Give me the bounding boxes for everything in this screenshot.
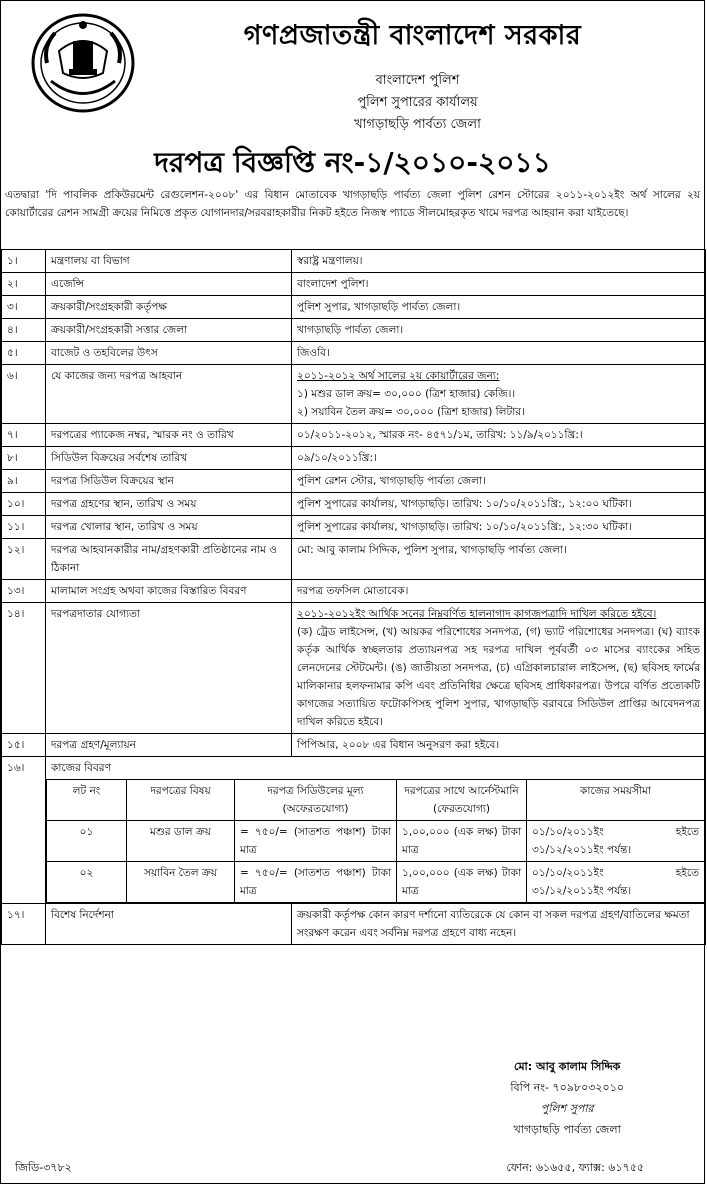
row-number: ১৭। <box>2 904 46 945</box>
row-label: দরপত্র গ্রহণের স্থান, তারিখ ও সময় <box>46 493 292 516</box>
lot-cell: ১,০০,০০০ (এক লক্ষ) টাকা মাত্র <box>397 821 527 862</box>
table-row <box>2 250 706 273</box>
row-label: মালামাল সংগ্রহ অথবা কাজের বিস্তারিত বিবরণ <box>46 580 292 603</box>
lot-table-header <box>47 780 705 821</box>
table-row <box>2 580 706 603</box>
lot-cell: ০১/১০/২০১১ইং হইতে ৩১/১২/২০১১ইং পর্যন্ত। <box>527 862 705 903</box>
lot-cell: ১,০০,০০০ (এক লক্ষ) টাকা মাত্র <box>397 862 527 903</box>
row-value: দরপত্র তফসিল মোতাবেক। <box>292 580 706 603</box>
lot-cell: মশুর ডাল ক্রয় <box>127 821 235 862</box>
row-value: ক্রয়কারী কর্তৃপক্ষ কোন কারণ দর্শানো ব্যতিরেকে যে কোন বা সকল দরপত্র গ্রহণ/বাতিলের ক্ষমতা সংরক্ষণ করেন এবং সর্বনিম্ন দরপত্র গ্রহণে বাধ্য নহেন। <box>292 904 706 945</box>
work-item: ২) সয়াবিন তৈল ক্রয়= ৩০,০০০ (ত্রিশ হাজার) লিটার। <box>297 406 525 418</box>
lot-row <box>47 862 705 903</box>
work-description-cell <box>46 757 706 904</box>
row-label: দরপত্রের প্যাকেজ নম্বর, স্মারক নং ও তারিখ <box>46 424 292 447</box>
table-row <box>2 757 706 904</box>
intro-paragraph: এতদ্বারা 'দি পাবলিক প্রকিউরমেন্ট রেগুলেশন-২০০৮' এর বিধান মোতাবেক খাগড়াছড়ি পার্বত্য জেলা পুলিশ রেশন স্টোরের ২০১১-২০১২ইং অর্থ সালের ২য় কোয়ার্টারের রেশন সামগ্রী ক্রয়ের নিমিত্তে প্রকৃত যোগানদার/সরবরাহকারীর নিকট হইতে নিজস্ব প্যাডে সীলমোহরকৃত খামে দরপত্র আহবান করা যাইতেছে। <box>5 189 700 219</box>
lot-cell: ০২ <box>47 862 127 903</box>
column-header: দরপত্রের সাথে আর্নেস্টমানি (ফেরতযোগ্য) <box>397 780 527 821</box>
row-label: দরপত্র সিডিউল বিক্রয়ের স্থান <box>46 470 292 493</box>
row-number: ৭। <box>2 424 46 447</box>
district-name: খাগড়াছড়ি পার্বত্য জেলা <box>354 117 481 132</box>
notice-header <box>1 1 704 181</box>
contact-phone-fax: ফোন: ৬১৬৫৫, ফ্যাক্স: ৬১৭৫৫ <box>506 1161 644 1174</box>
gd-number: জিডি-৩৭৮২ <box>15 1161 72 1174</box>
row-label: দরপত্র আহবানকারীর নাম/গ্রহণকারী প্রতিষ্ঠানের নাম ও ঠিকানা <box>46 539 292 580</box>
government-title: গণপ্রজাতন্ত্রী বাংলাদেশ সরকার <box>243 20 582 51</box>
row-label: সিডিউল বিক্রয়ের সর্বশেষ তারিখ <box>46 447 292 470</box>
column-header: দরপত্রের বিষয় <box>127 780 235 821</box>
row-value: স্বরাষ্ট্র মন্ত্রণালয়। <box>292 250 706 273</box>
row-value <box>292 365 706 424</box>
row-number: ৬। <box>2 365 46 424</box>
row-label: যে কাজের জন্য দরপত্র আহবান <box>46 365 292 424</box>
lot-cell: সয়াবিন তৈল ক্রয় <box>127 862 235 903</box>
signatory-bp-number: বিপি নং- ৭০৯৮০৩২০১০ <box>510 1081 624 1094</box>
row-label: দরপত্রদাতার যোগ্যতা <box>46 603 292 734</box>
office-name: পুলিশ সুপারের কার্যালয় <box>357 95 478 110</box>
row-number: ১। <box>2 250 46 273</box>
row-value <box>292 603 706 734</box>
row-number: ৮। <box>2 447 46 470</box>
row-value: বাংলাদেশ পুলিশ। <box>292 273 706 296</box>
row-label: এজেন্সি <box>46 273 292 296</box>
table-row <box>2 447 706 470</box>
row-label: বাজেট ও তহবিলের উৎস <box>46 342 292 365</box>
row-number: ১৪। <box>2 603 46 734</box>
notice-title: দরপত্র বিজ্ঞপ্তি নং-১/২০১০-২০১১ <box>154 146 551 179</box>
eligibility-heading: ২০১১-২০১২ইং আর্থিক সনের নিম্নবর্ণিত হালনাগাদ কাগজপত্রাদি দাখিল করিতে হইবে। <box>297 608 657 620</box>
agency-name: বাংলাদেশ পুলিশ <box>375 73 460 88</box>
row-label: বিশেষ নির্দেশনা <box>46 904 292 945</box>
table-row <box>2 493 706 516</box>
row-value: পুলিশ সুপারের কার্যালয়, খাগড়াছড়ি। তারিখ: ১০/১০/২০১১খ্রি:, ১২:৩০ ঘটিকা। <box>292 516 706 539</box>
row-value: জিওবি। <box>292 342 706 365</box>
work-item: ১) মশুর ডাল ক্রয়= ৩০,০০০ (ত্রিশ হাজার) কেজি।। <box>297 388 516 400</box>
row-number: ৫। <box>2 342 46 365</box>
row-value: পুলিশ রেশন স্টোর, খাগড়াছড়ি পার্বত্য জেলা। <box>292 470 706 493</box>
row-label: দরপত্র গ্রহণ/মূল্যায়ন <box>46 734 292 757</box>
row-value: পুলিশ সুপার, খাগড়াছড়ি পার্বত্য জেলা। <box>292 296 706 319</box>
row-value: খাগড়াছড়ি পার্বত্য জেলা। <box>292 319 706 342</box>
signature-block <box>510 1056 624 1140</box>
tender-details-table <box>1 249 706 945</box>
table-row <box>2 296 706 319</box>
table-row <box>2 603 706 734</box>
row-label: কাজের বিবরণ <box>51 762 111 774</box>
lot-cell: = ৭৫০/= (সাতশত পঞ্চাশ) টাকা মাত্র <box>235 862 397 903</box>
row-number: ১৩। <box>2 580 46 603</box>
table-row <box>2 539 706 580</box>
row-label: ক্রয়কারী/সংগ্রহকারী সত্তার জেলা <box>46 319 292 342</box>
government-seal-icon <box>29 11 137 115</box>
row-value: ০৯/১০/২০১১খ্রি:। <box>292 447 706 470</box>
table-row <box>2 319 706 342</box>
row-number: ১৬। <box>2 757 46 904</box>
lot-cell: ০১ <box>47 821 127 862</box>
column-header: লট নং <box>47 780 127 821</box>
row-number: ৩। <box>2 296 46 319</box>
column-header: দরপত্র সিডিউলের মূল্য (অফেরতযোগ্য) <box>235 780 397 821</box>
signatory-title: পুলিশ সুপার <box>540 1102 594 1115</box>
row-number: ১৫। <box>2 734 46 757</box>
row-label: ক্রয়কারী/সংগ্রহকারী কর্তৃপক্ষ <box>46 296 292 319</box>
table-row <box>2 734 706 757</box>
row-label: মন্ত্রণালয় বা বিভাগ <box>46 250 292 273</box>
row-number: ২। <box>2 273 46 296</box>
table-row <box>2 365 706 424</box>
row-number: ৪। <box>2 319 46 342</box>
row-value: মো: আবু কালাম সিদ্দিক, পুলিশ সুপার, খাগড়াছড়ি পার্বত্য জেলা। <box>292 539 706 580</box>
column-header: কাজের সময়সীমা <box>527 780 705 821</box>
row-number: ১১। <box>2 516 46 539</box>
table-row <box>2 424 706 447</box>
table-row <box>2 273 706 296</box>
eligibility-body: (ক) ট্রেড লাইসেন্স, (খ) আয়কর পরিশোধের সনদপত্র, (গ) ভ্যাট পরিশোধের সনদপত্র। (ঘ) ব্যাংক কর্তৃক আর্থিক স্বচ্ছলতার প্রত্যায়নপত্র সহ দরপত্র দাখিল পূর্ববর্তী ০৩ মাসের ব্যাংকের সহিত লেনদেনের স্টেটমেন্ট। (ঙ) জাতীয়তা সনদপত্র, (চ) এগ্রিকালচারাল লাইসেন্স, (ছ) ছবিসহ ফার্মের মালিকানার হলফনামার কপি এবং প্রতিনিধির ক্ষেত্রে ছবিসহ প্রাধিকারপত্র। উপরে বর্ণিত প্রত্যেকটি কাগজের সত্যায়িত ফটোকপিসহ পুলিশ সুপার, খাগড়াছড়ি বরাবরে সিডিউল প্রাপ্তির আবেদনপত্র দাখিল করিতে হইবে। <box>297 626 700 728</box>
lot-cell: = ৭৫০/= (সাতশত পঞ্চাশ) টাকা মাত্র <box>235 821 397 862</box>
lot-table <box>46 779 705 903</box>
row-value: পুলিশ সুপারের কার্যালয়, খাগড়াছড়ি। তারিখ: ১০/১০/২০১১খ্রি:, ১২:০০ ঘটিকা। <box>292 493 706 516</box>
row-value: পিপিআর, ২০০৮ এর বিধান অনুসরণ করা হইবে। <box>292 734 706 757</box>
table-row <box>2 904 706 945</box>
row-number: ১০। <box>2 493 46 516</box>
lot-cell: ০১/১০/২০১১ইং হইতে ৩১/১২/২০১১ইং পর্যন্ত। <box>527 821 705 862</box>
row-number: ৯। <box>2 470 46 493</box>
work-heading: ২০১১-২০১২ অর্থ সালের ২য় কোয়ার্টারের জন্য: <box>297 370 500 382</box>
table-row <box>2 470 706 493</box>
row-label: দরপত্র খোলার স্থান, তারিখ ও সময় <box>46 516 292 539</box>
row-value: ০১/২০১১-২০১২, স্মারক নং- ৪৫৭১/১ম, তারিখ: ১১/৯/২০১১খ্রি:। <box>292 424 706 447</box>
signatory-district: খাগড়াছড়ি পার্বত্য জেলা <box>513 1123 621 1136</box>
signatory-name: মো: আবু কালাম সিদ্দিক <box>513 1060 621 1073</box>
lot-row <box>47 821 705 862</box>
table-row <box>2 342 706 365</box>
row-number: ১২। <box>2 539 46 580</box>
table-row <box>2 516 706 539</box>
